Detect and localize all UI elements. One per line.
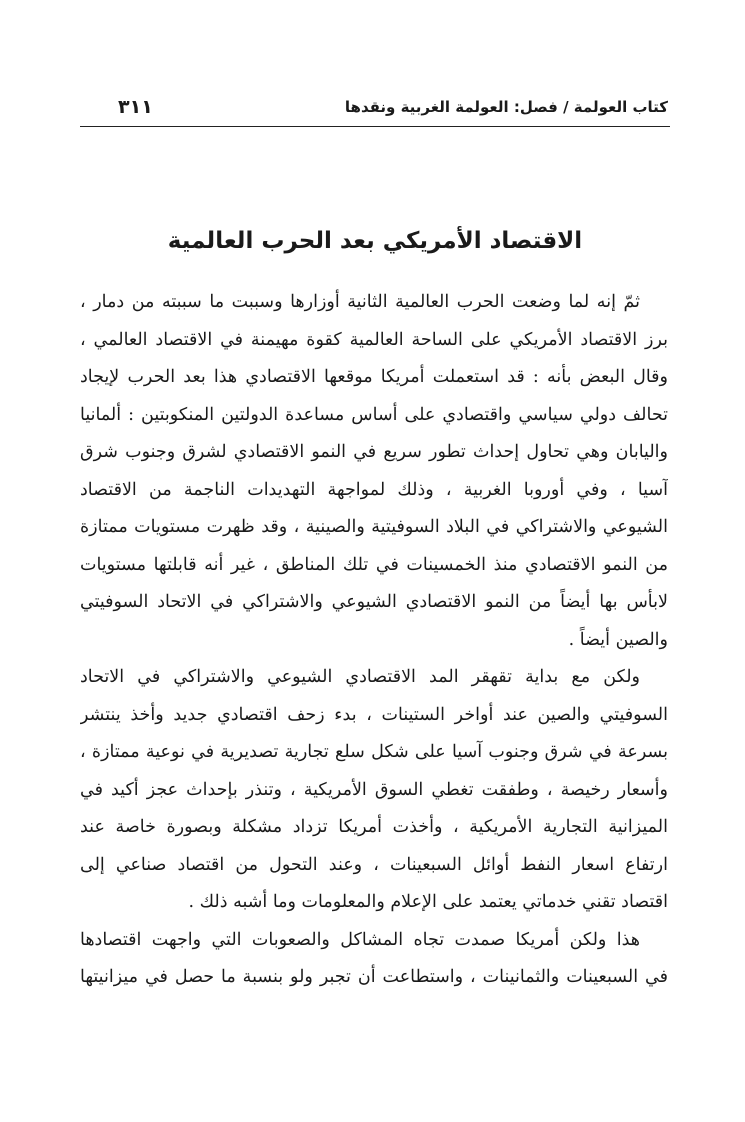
paragraph-2 — [80, 659, 668, 922]
page-header — [80, 98, 668, 122]
text-line: والصين أيضاً . — [568, 629, 668, 650]
text-line: الميزانية التجارية الأمريكية ، وأخذت أمريكا تزداد مشكلة وبصورة خاصة عند — [80, 817, 668, 837]
text-line: ولكن مع بداية تقهقر المد الاقتصادي الشيوعي والاشتراكي في الاتحاد — [80, 667, 640, 687]
page-number: ٣١١ — [118, 96, 153, 118]
text-line: اقتصاد تقني خدماتي يعتمد على الإعلام والمعلومات وما أشبه ذلك . — [188, 892, 668, 912]
header-rule — [80, 126, 670, 127]
text-line: واليابان وهي تحاول إحداث تطور سريع في النمو الاقتصادي لشرق وجنوب شرق — [80, 442, 668, 462]
chapter-title: الاقتصاد الأمريكي بعد الحرب العالمية — [167, 228, 583, 254]
text-line: ثمّ إنه لما وضعت الحرب العالمية الثانية أوزارها وسببت ما سببته من دمار ، — [80, 292, 640, 312]
text-line: من النمو الاقتصادي منذ الخمسينات في تلك المناطق ، غير أنه قابلتها مستويات — [80, 554, 668, 575]
text-line: وقال البعض بأنه : قد استعملت أمريكا موقعها الاقتصادي هذا بعد الحرب لإيجاد — [80, 367, 668, 387]
text-line: السوفيتي والصين عند أواخر الستينات ، بدء زحف اقتصادي جديد وأخذ ينتشر — [80, 704, 668, 725]
text-line: الشيوعي والاشتراكي في البلاد السوفيتية والصينية ، وقد ظهرت مستويات ممتازة — [80, 517, 668, 537]
text-line: لابأس بها أيضاً من النمو الاقتصادي الشيوعي والاشتراكي في الاتحاد السوفيتي — [80, 592, 668, 612]
paragraph-1 — [80, 284, 668, 659]
running-title: كتاب العولمة / فصل: العولمة الغربية ونقدها — [344, 98, 668, 116]
text-line: بسرعة في شرق وجنوب آسيا على شكل سلع تجارية تصديرية في نوعية ممتازة ، — [80, 742, 668, 762]
text-line: في السبعينات والثمانينات ، واستطاعت أن تجبر ولو بنسبة ما حصل في ميزانيتها — [80, 967, 668, 987]
text-line: تحالف دولي سياسي واقتصادي على أساس مساعدة الدولتين المنكوبتين : ألمانيا — [80, 404, 668, 425]
text-line: هذا ولكن أمريكا صمدت تجاه المشاكل والصعوبات التي واجهت اقتصادها — [80, 929, 640, 950]
body-text — [80, 284, 668, 997]
text-line: ارتفاع اسعار النفط أوائل السبعينات ، وعند التحول من اقتصاد صناعي إلى — [80, 854, 668, 875]
text-line: آسيا ، وفي أوروبا الغربية ، وذلك لمواجهة التهديدات الناجمة من الاقتصاد — [80, 479, 668, 500]
paragraph-3 — [80, 922, 668, 997]
text-line: وأسعار رخيصة ، وطفقت تغطي السوق الأمريكية ، وتنذر بإحداث عجز أكيد في — [80, 779, 668, 800]
text-line: برز الاقتصاد الأمريكي على الساحة العالمية كقوة مهيمنة في الاقتصاد العالمي ، — [80, 329, 668, 350]
